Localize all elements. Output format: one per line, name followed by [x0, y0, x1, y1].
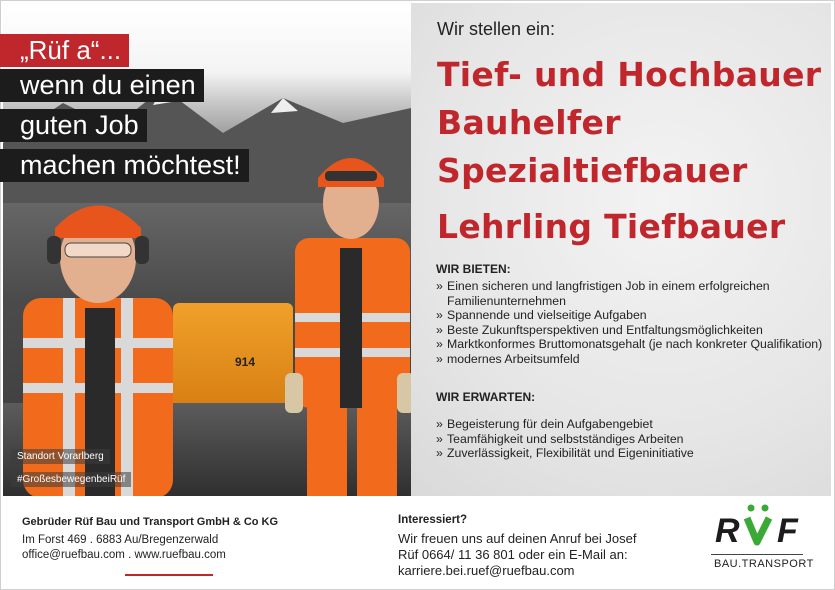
offer-list [436, 279, 831, 366]
expect-heading: WIR ERWARTEN: [436, 390, 536, 404]
logo-underline [711, 554, 803, 555]
list-item: » Spannende und vielseitige Aufgaben [436, 308, 831, 323]
contact-line[interactable]: office@ruefbau.com . www.ruefbau.com [22, 549, 226, 561]
list-item: » Teamfähigkeit und selbstständiges Arbeiten [436, 432, 831, 447]
job-title: Tief- und Hochbauer [437, 55, 822, 94]
headline-line-2: wenn du einen [0, 69, 204, 102]
job-title: Lehrling Tiefbauer [437, 207, 786, 246]
headline-line-4: machen möchtest! [0, 149, 249, 182]
company-name: Gebrüder Rüf Bau und Transport GmbH & Co KG [22, 516, 279, 528]
list-item: » Marktkonformes Bruttomonatsgehalt (je nach konkreter Qualifikation) [436, 337, 831, 352]
machine-number: 914 [235, 355, 256, 369]
list-item: » modernes Arbeitsumfeld [436, 352, 831, 367]
intro-text: Wir stellen ein: [437, 19, 556, 39]
svg-text:F: F [777, 512, 798, 550]
logo-subtitle: BAU.TRANSPORT [714, 558, 814, 570]
list-item: » Einen sicheren und langfristigen Job in einem erfolgreichen Familienunternehmen [436, 279, 831, 308]
company-address [22, 533, 226, 563]
job-title: Bauhelfer [437, 103, 621, 142]
offer-heading: WIR BIETEN: [436, 262, 511, 276]
address-line: Im Forst 469 . 6883 Au/Bregenzerwald [22, 534, 219, 546]
location-label: Standort Vorarlberg [11, 449, 110, 464]
list-item: » Begeisterung für dein Aufgabengebiet [436, 417, 831, 432]
interest-text[interactable]: Wir freuen uns auf deinen Anruf bei Josef Rüf 0664/ 11 36 801 oder ein E-Mail an: karriere.bei.ruef@ruefbau.com [398, 531, 637, 578]
expect-list [436, 417, 831, 461]
svg-text:R: R [715, 512, 740, 550]
interest-heading: Interessiert? [398, 514, 468, 526]
list-item: » Zuverlässigkeit, Flexibilität und Eigeninitiative [436, 446, 831, 461]
headline-line-3: guten Job [0, 109, 147, 142]
hashtag-label: #GroßesbewegenbeiRüf [11, 472, 131, 487]
red-divider [125, 574, 213, 576]
list-item: » Beste Zukunftsperspektiven und Entfaltungsmöglichkeiten [436, 323, 831, 338]
footer [0, 496, 833, 588]
job-title: Spezialtiefbauer [437, 151, 748, 190]
job-panel [411, 3, 831, 496]
worker-right [285, 143, 411, 496]
headline-line-1: „Rüf a“... [0, 34, 129, 67]
